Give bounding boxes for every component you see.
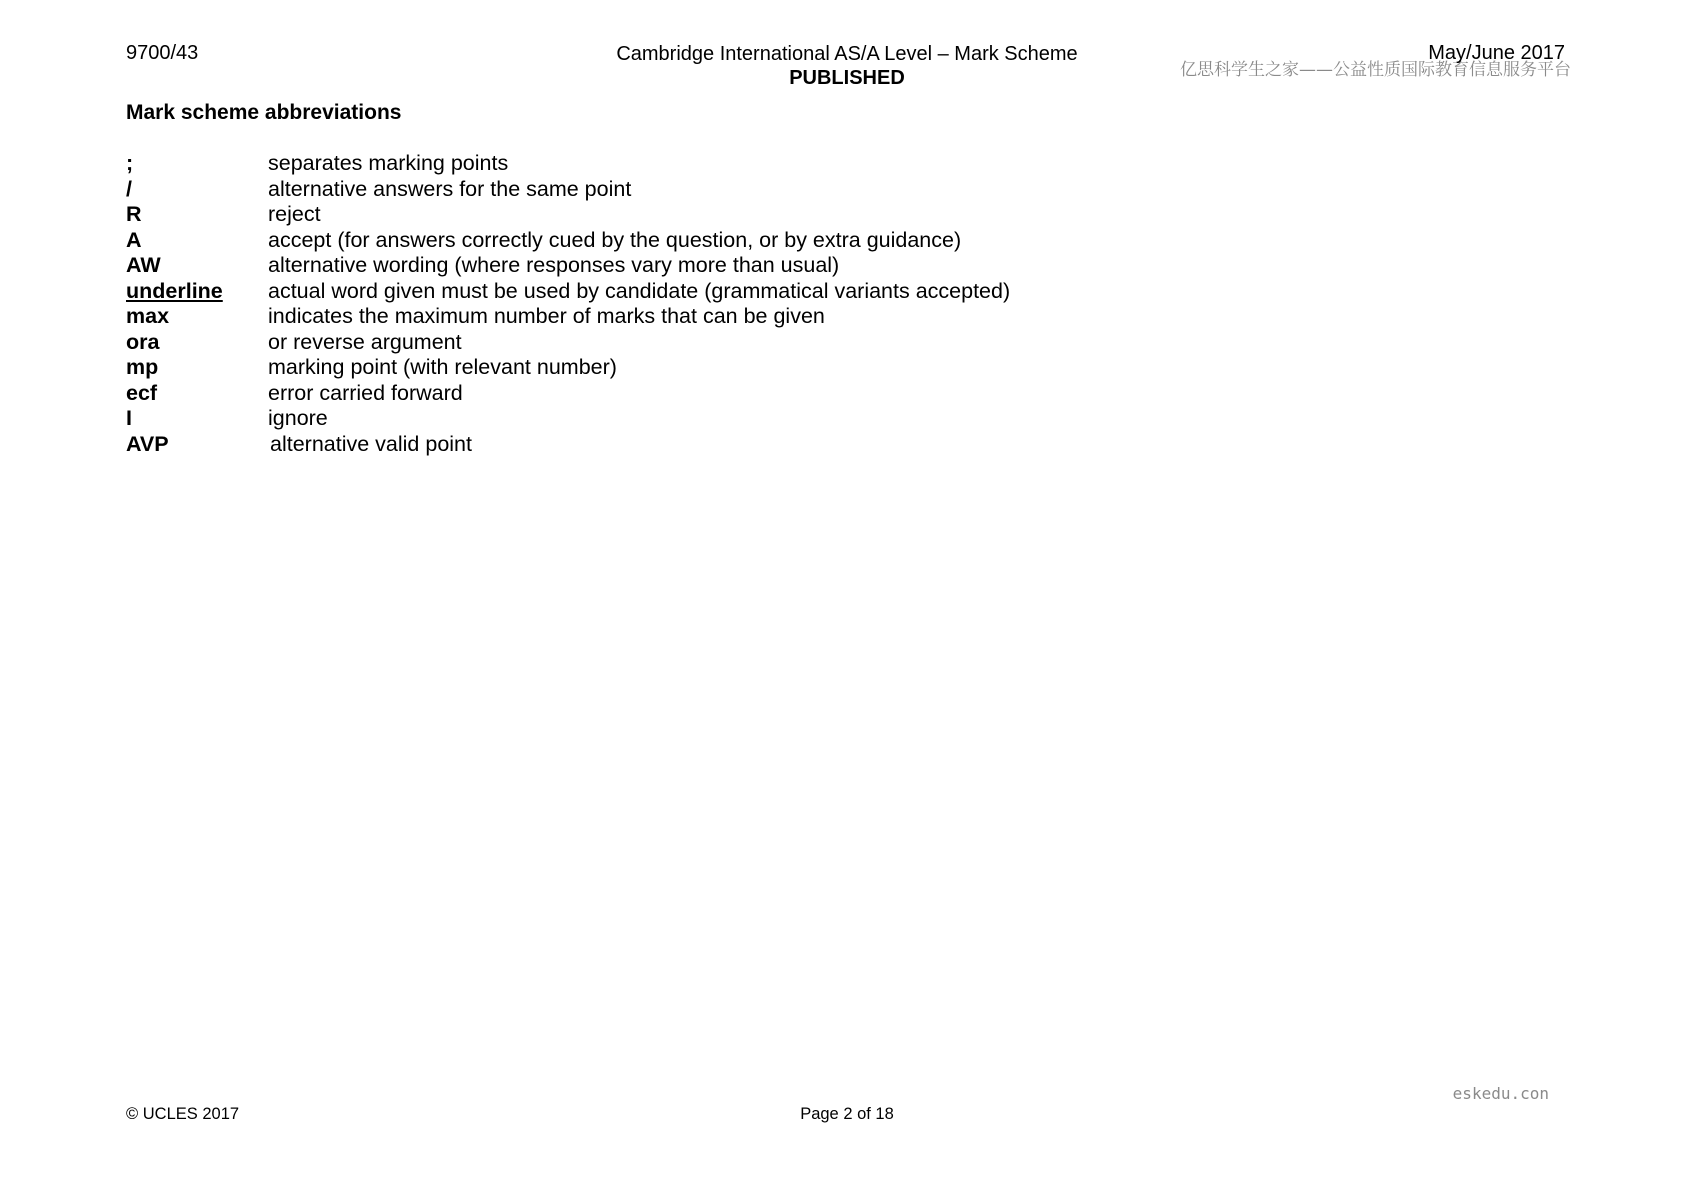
abbreviation-definition: actual word given must be used by candidate (grammatical variants accepted) <box>268 278 1011 303</box>
abbreviation-term: ; <box>126 151 134 175</box>
abbreviation-row <box>126 151 1010 177</box>
watermark-top: 亿思科学生之家——公益性质国际教育信息服务平台 <box>1180 60 1571 80</box>
abbreviation-term: I <box>126 406 132 430</box>
abbreviation-row <box>126 253 1010 279</box>
abbreviation-row <box>126 432 1010 458</box>
abbreviation-row <box>126 381 1010 407</box>
abbreviation-term: max <box>126 304 170 328</box>
abbreviation-definition: separates marking points <box>268 151 509 175</box>
abbreviation-definition: alternative answers for the same point <box>268 176 632 201</box>
abbreviation-row <box>126 279 1010 305</box>
published-label: PUBLISHED <box>789 67 905 89</box>
abbreviation-list <box>126 151 1010 457</box>
abbreviation-row <box>126 330 1010 356</box>
document-title: Cambridge International AS/A Level – Mark Scheme <box>616 43 1078 65</box>
abbreviation-definition: alternative wording (where responses vary more than usual) <box>268 253 840 277</box>
exam-session: May/June 2017 <box>1428 42 1565 64</box>
abbreviation-term: / <box>126 176 132 201</box>
abbreviation-definition: reject <box>268 202 321 226</box>
abbreviation-definition: alternative valid point <box>270 431 472 456</box>
abbreviation-term: mp <box>126 355 159 379</box>
abbreviation-term: AW <box>126 253 161 277</box>
page-number: Page 2 of 18 <box>800 1105 894 1123</box>
abbreviation-term: ora <box>126 329 160 354</box>
abbreviation-row <box>126 355 1010 381</box>
abbreviation-definition: marking point (with relevant number) <box>268 355 617 379</box>
section-title: Mark scheme abbreviations <box>126 101 402 124</box>
abbreviation-row <box>126 304 1010 330</box>
abbreviation-definition: accept (for answers correctly cued by the question, or by extra guidance) <box>268 227 962 252</box>
abbreviation-term: underline <box>126 278 223 303</box>
abbreviation-row <box>126 202 1010 228</box>
abbreviation-term: AVP <box>126 431 169 456</box>
abbreviation-term: ecf <box>126 380 158 405</box>
abbreviation-row <box>126 228 1010 254</box>
syllabus-code: 9700/43 <box>126 42 199 64</box>
abbreviation-definition: indicates the maximum number of marks that can be given <box>268 304 825 328</box>
abbreviation-term: R <box>126 202 142 226</box>
abbreviation-definition: error carried forward <box>268 380 463 405</box>
abbreviation-row <box>126 406 1010 432</box>
abbreviation-definition: or reverse argument <box>268 329 462 354</box>
abbreviation-row <box>126 177 1010 203</box>
copyright: © UCLES 2017 <box>126 1105 240 1123</box>
abbreviation-definition: ignore <box>268 406 328 430</box>
abbreviation-term: A <box>126 227 142 252</box>
watermark-bottom: eskedu.con <box>1452 1084 1549 1103</box>
